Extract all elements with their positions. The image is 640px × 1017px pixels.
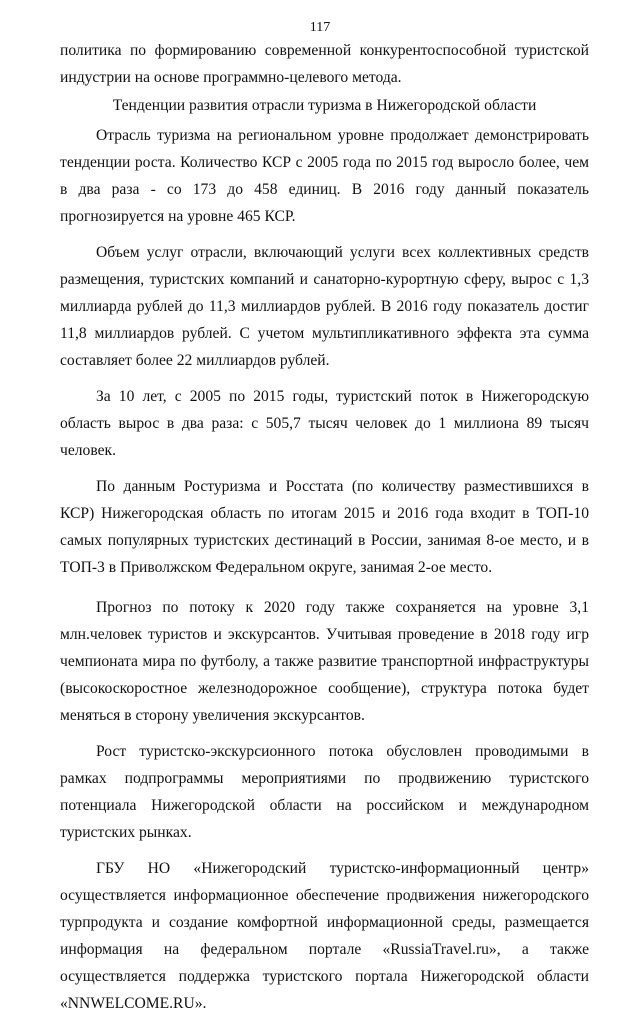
paragraph-services-volume: Объем услуг отрасли, включающий услуги всех коллективных средств размещения, туристских компаний и санаторно-курортную сферу, вырос с 1,3 миллиарда рублей до 11,3 миллиардов рублей. В 2016 году показатель достиг 11,8 миллиардов рублей. С учетом мультипликативного эффекта эта сумма составляет более 22 миллиардов рублей. bbox=[60, 244, 589, 369]
paragraph-tourist-flow: За 10 лет, с 2005 по 2015 годы, туристский поток в Нижегородскую область вырос в два раза: с 505,7 тысяч человек до 1 миллиона 89 тысяч человек. bbox=[60, 388, 589, 459]
paragraph-top-rankings: По данным Ростуризма и Росстата (по количеству разместившихся в КСР) Нижегородская область по итогам 2015 и 2016 года входит в ТОП-10 самых популярных туристских дестинаций в России, занимая 8-ое место, и в ТОП-3 в Приволжском Федеральном округе, занимая 2-ое место. bbox=[60, 478, 589, 576]
paragraph-forecast-2020: Прогноз по потоку к 2020 году также сохраняется на уровне 3,1 млн.человек туристов и экскурсантов. Учитывая проведение в 2018 году игр чемпионата мира по футболу, а также развитие транспортной инфраструктуры (высокоскоростное железнодорожное сообщение), структура потока будет меняться в сторону увеличения экскурсантов. bbox=[60, 599, 589, 724]
page-number: 117 bbox=[309, 20, 331, 35]
paragraph-info-center: ГБУ НО «Нижегородский туристско-информационный центр» осуществляется информационное обеспечение продвижения нижегородского турпродукта и создание комфортной информационной среды, размещается информация на федеральном портале «RussiaTravel.ru», а также осуществляется поддержка туристского портала Нижегородской области «NNWELCOME.RU». bbox=[60, 860, 589, 1012]
document-body bbox=[60, 37, 589, 1017]
paragraph-ksr-growth: Отрасль туризма на региональном уровне продолжает демонстрировать тенденции роста. Количество КСР с 2005 года по 2015 год выросло более, чем в два раза - со 173 до 458 единиц. В 2016 году данный показатель прогнозируется на уровне 465 КСР. bbox=[60, 127, 589, 225]
section-heading: Тенденции развития отрасли туризма в Нижегородской области bbox=[112, 97, 537, 114]
paragraph-continuation: политика по формированию современной конкурентоспособной туристской индустрии на основе программно-целевого метода. bbox=[60, 42, 589, 86]
paragraph-promotion: Рост туристско-экскурсионного потока обусловлен проводимыми в рамках подпрограммы мероприятиями по продвижению туристского потенциала Нижегородской области на российском и международном туристских рынках. bbox=[60, 743, 589, 841]
